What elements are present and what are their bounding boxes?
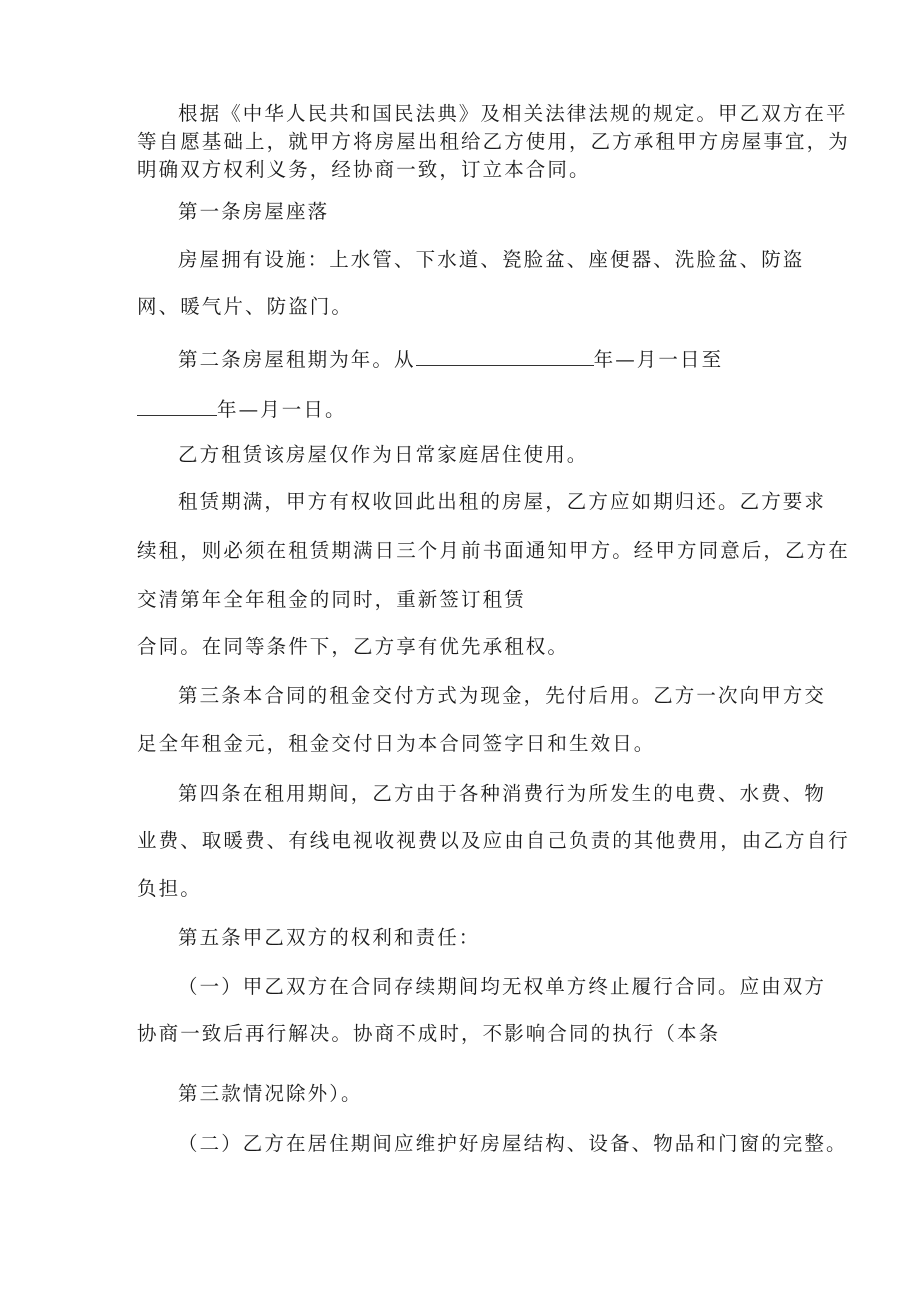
paragraph-line: 第三条本合同的租金交付方式为现金，先付后用。乙方一次向甲方交 xyxy=(178,684,827,707)
paragraph-line: 续租，则必须在租赁期满日三个月前书面通知甲方。经甲方同意后，乙方在 xyxy=(137,539,850,562)
lease-term-line xyxy=(137,397,347,420)
article-heading: 第一条房屋座落 xyxy=(178,200,330,223)
paragraph-line: 业费、取暖费、有线电视收视费以及应由自己负责的其他费用，由乙方自行 xyxy=(137,829,850,852)
paragraph-line: 明确双方权利义务，经协商一致，订立本合同。 xyxy=(137,158,591,181)
paragraph-line: 协商一致后再行解决。协商不成时，不影响合同的执行（本条 xyxy=(137,1022,721,1045)
paragraph-line: 乙方租赁该房屋仅作为日常家庭居住使用。 xyxy=(178,443,589,466)
paragraph-line: 合同。在同等条件下，乙方享有优先承租权。 xyxy=(137,635,570,658)
paragraph-line: 第四条在租用期间，乙方由于各种消费行为所发生的电费、水费、物 xyxy=(178,782,827,805)
blank-field xyxy=(137,397,217,416)
paragraph-line: 租赁期满，甲方有权收回此出租的房屋，乙方应如期归还。乙方要求 xyxy=(178,490,827,513)
paragraph-line: 根据《中华人民共和国民法典》及相关法律法规的规定。甲乙双方在平 xyxy=(178,102,848,125)
blank-field xyxy=(416,347,594,366)
paragraph-line: 房屋拥有设施：上水管、下水道、瓷脸盆、座便器、洗脸盆、防盗 xyxy=(178,248,805,271)
paragraph-line: 第三款情况除外）。 xyxy=(178,1082,363,1105)
paragraph-line: 负担。 xyxy=(137,877,202,900)
paragraph-line: 足全年租金元，租金交付日为本合同签字日和生效日。 xyxy=(137,732,656,755)
lease-term-text: 年—月一日。 xyxy=(217,398,347,421)
lease-term-line xyxy=(178,347,723,370)
article-heading: 第五条甲乙双方的权利和责任： xyxy=(178,926,481,949)
paragraph-line: 网、暖气片、防盗门。 xyxy=(137,295,354,318)
paragraph-line: 等自愿基础上，就甲方将房屋出租给乙方使用，乙方承租甲方房屋事宜，为 xyxy=(137,130,850,153)
lease-term-text: 年—月一日至 xyxy=(593,348,724,371)
paragraph-line: 交清第年全年租金的同时，重新签订租赁 xyxy=(137,588,526,611)
paragraph-line: （二）乙方在居住期间应维护好房屋结构、设备、物品和门窗的完整。 xyxy=(178,1132,848,1155)
paragraph-line: （一）甲乙双方在合同存续期间均无权单方终止履行合同。应由双方 xyxy=(178,975,827,998)
lease-term-text: 第二条房屋租期为年。从 xyxy=(178,348,416,371)
